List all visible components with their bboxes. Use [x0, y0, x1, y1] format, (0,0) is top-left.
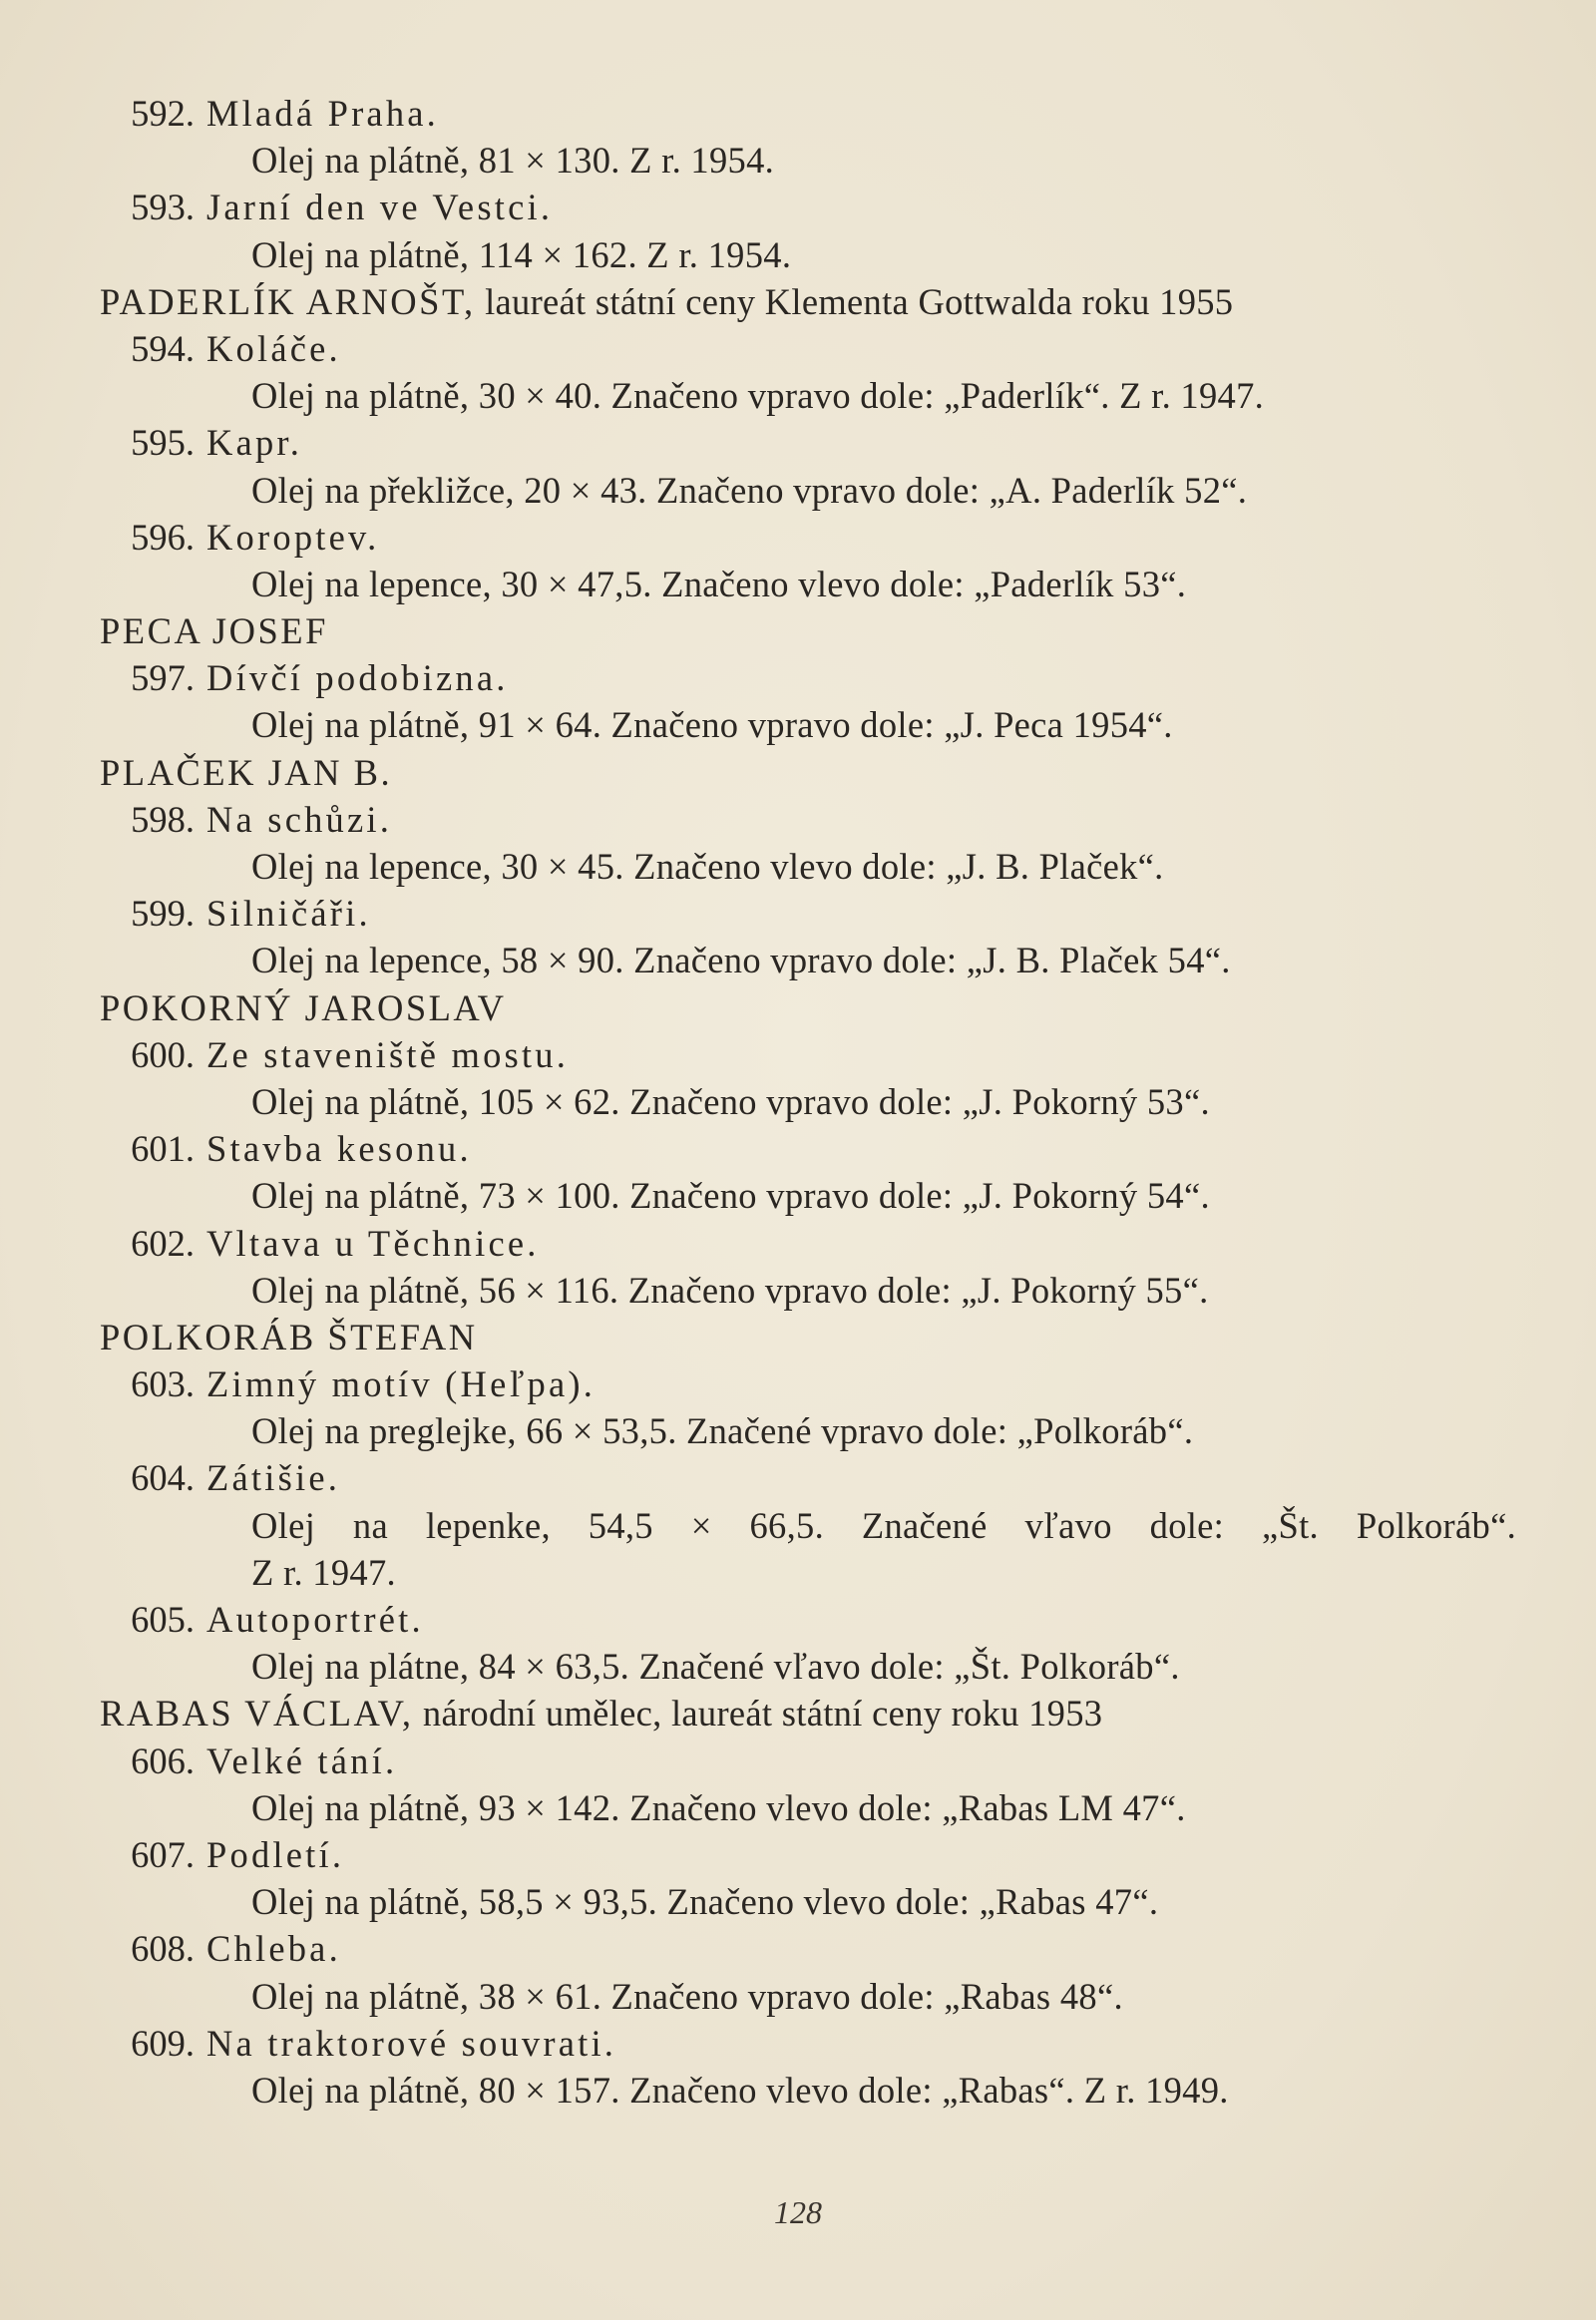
entry-desc-595: Olej na překližce, 20 × 43. Značeno vpravo dole: „A. Paderlík 52“. [251, 469, 1248, 511]
artist-heading-peca [100, 607, 1516, 654]
page-number: 128 [774, 2194, 822, 2230]
entry-number: 606. [131, 1740, 195, 1781]
entry-title-597 [100, 654, 1516, 701]
entry-number: 608. [131, 1928, 195, 1970]
entry-desc-606: Olej na plátně, 93 × 142. Značeno vlevo dole: „Rabas LM 47“. [251, 1786, 1186, 1828]
entry-number: 602. [131, 1222, 195, 1264]
artist-name: POLKORÁB ŠTEFAN [100, 1316, 478, 1357]
entry-number: 601. [131, 1128, 195, 1170]
entry-title-text: Koroptev. [206, 516, 380, 558]
entry-title-604 [100, 1454, 1516, 1501]
entry-title-text: Na traktorové souvrati. [206, 2022, 617, 2064]
entry-title-603 [100, 1360, 1516, 1407]
artist-heading-polkorab [100, 1314, 1516, 1360]
entry-title-608 [100, 1925, 1516, 1972]
artist-note: laureát státní ceny Klementa Gottwalda roku 1955 [475, 280, 1234, 322]
entry-number: 597. [131, 657, 195, 699]
entry-title-600 [100, 1031, 1516, 1078]
artist-name: PLAČEK JAN B. [100, 751, 393, 793]
entry-desc-604: Olej na lepenke, 54,5 × 66,5. Značené vľavo dole: „Št. Polkoráb“. [251, 1504, 1516, 1546]
entry-desc-597: Olej na plátně, 91 × 64. Značeno vpravo dole: „J. Peca 1954“. [251, 704, 1173, 746]
artist-heading-rabas [100, 1690, 1516, 1737]
entry-number: 598. [131, 798, 195, 840]
artist-name: PECA JOSEF [100, 610, 328, 652]
entry-title-text: Velké tání. [206, 1740, 398, 1781]
entry-title-598 [100, 796, 1516, 843]
entry-desc-603: Olej na preglejke, 66 × 53,5. Značené vpravo dole: „Polkoráb“. [251, 1410, 1194, 1452]
catalog-list [100, 90, 1516, 2114]
entry-number: 592. [131, 93, 195, 134]
entry-desc-600: Olej na plátně, 105 × 62. Značeno vpravo dole: „J. Pokorný 53“. [251, 1080, 1210, 1122]
entry-desc-608: Olej na plátně, 38 × 61. Značeno vpravo dole: „Rabas 48“. [251, 1975, 1123, 2017]
artist-name: RABAS VÁCLAV, [100, 1693, 414, 1735]
entry-title-607 [100, 1831, 1516, 1878]
entry-number: 609. [131, 2022, 195, 2064]
entry-title-602 [100, 1220, 1516, 1267]
entry-title-593 [100, 184, 1516, 230]
entry-number: 593. [131, 187, 195, 228]
entry-desc-594: Olej na plátně, 30 × 40. Značeno vpravo dole: „Paderlík“. Z r. 1947. [251, 375, 1265, 417]
entry-title-601 [100, 1125, 1516, 1172]
entry-desc-596: Olej na lepence, 30 × 47,5. Značeno vlevo dole: „Paderlík 53“. [251, 563, 1187, 604]
entry-title-595 [100, 419, 1516, 466]
entry-desc-593: Olej na plátně, 114 × 162. Z r. 1954. [251, 233, 792, 275]
entry-title-592 [100, 90, 1516, 137]
entry-desc-607: Olej na plátně, 58,5 × 93,5. Značeno vlevo dole: „Rabas 47“. [251, 1881, 1159, 1923]
entry-title-text: Dívčí podobizna. [206, 657, 509, 699]
artist-heading-paderlik [100, 278, 1516, 325]
entry-number: 595. [131, 422, 195, 464]
entry-desc-605: Olej na plátne, 84 × 63,5. Značené vľavo dole: „Št. Polkoráb“. [251, 1646, 1180, 1688]
entry-desc-601: Olej na plátně, 73 × 100. Značeno vpravo dole: „J. Pokorný 54“. [251, 1175, 1210, 1217]
entry-number: 596. [131, 516, 195, 558]
entry-desc-609: Olej na plátně, 80 × 157. Značeno vlevo dole: „Rabas“. Z r. 1949. [251, 2069, 1229, 2111]
artist-heading-pokorny [100, 984, 1516, 1031]
entry-title-609 [100, 2020, 1516, 2067]
entry-title-text: Autoportrét. [206, 1599, 424, 1640]
entry-title-text: Vltava u Těchnice. [206, 1222, 540, 1264]
entry-title-text: Podletí. [206, 1833, 345, 1875]
artist-note: národní umělec, laureát státní ceny roku 1953 [413, 1693, 1103, 1735]
entry-number: 607. [131, 1833, 195, 1875]
entry-number: 599. [131, 893, 195, 935]
entry-title-text: Kapr. [206, 422, 303, 464]
artist-name: PADERLÍK ARNOŠT, [100, 280, 476, 322]
entry-title-text: Chleba. [206, 1928, 341, 1970]
entry-title-text: Zátišie. [206, 1457, 341, 1499]
artist-heading-placek [100, 749, 1516, 796]
entry-title-606 [100, 1738, 1516, 1784]
entry-title-605 [100, 1596, 1516, 1643]
entry-desc-592: Olej na plátně, 81 × 130. Z r. 1954. [251, 140, 775, 182]
entry-title-text: Silničáři. [206, 893, 371, 935]
entry-title-text: Koláče. [206, 327, 341, 369]
entry-title-text: Ze staveniště mostu. [206, 1033, 570, 1075]
entry-title-599 [100, 890, 1516, 937]
entry-title-text: Zimný motív (Heľpa). [206, 1363, 597, 1405]
entry-title-text: Na schůzi. [206, 798, 393, 840]
artist-name: POKORNÝ JAROSLAV [100, 986, 507, 1028]
entry-title-text: Jarní den ve Vestci. [206, 187, 554, 228]
entry-desc-599: Olej na lepence, 58 × 90. Značeno vpravo dole: „J. B. Plaček 54“. [251, 940, 1231, 981]
entry-title-596 [100, 514, 1516, 561]
entry-number: 603. [131, 1363, 195, 1405]
entry-number: 594. [131, 327, 195, 369]
entry-desc-604-continued: Z r. 1947. [251, 1551, 396, 1593]
entry-title-text: Stavba kesonu. [206, 1128, 472, 1170]
entry-desc-602: Olej na plátně, 56 × 116. Značeno vpravo dole: „J. Pokorný 55“. [251, 1269, 1209, 1311]
entry-number: 604. [131, 1457, 195, 1499]
entry-title-594 [100, 325, 1516, 372]
entry-desc-598: Olej na lepence, 30 × 45. Značeno vlevo dole: „J. B. Plaček“. [251, 846, 1164, 887]
entry-title-text: Mladá Praha. [206, 93, 440, 134]
entry-number: 600. [131, 1033, 195, 1075]
entry-number: 605. [131, 1599, 195, 1640]
